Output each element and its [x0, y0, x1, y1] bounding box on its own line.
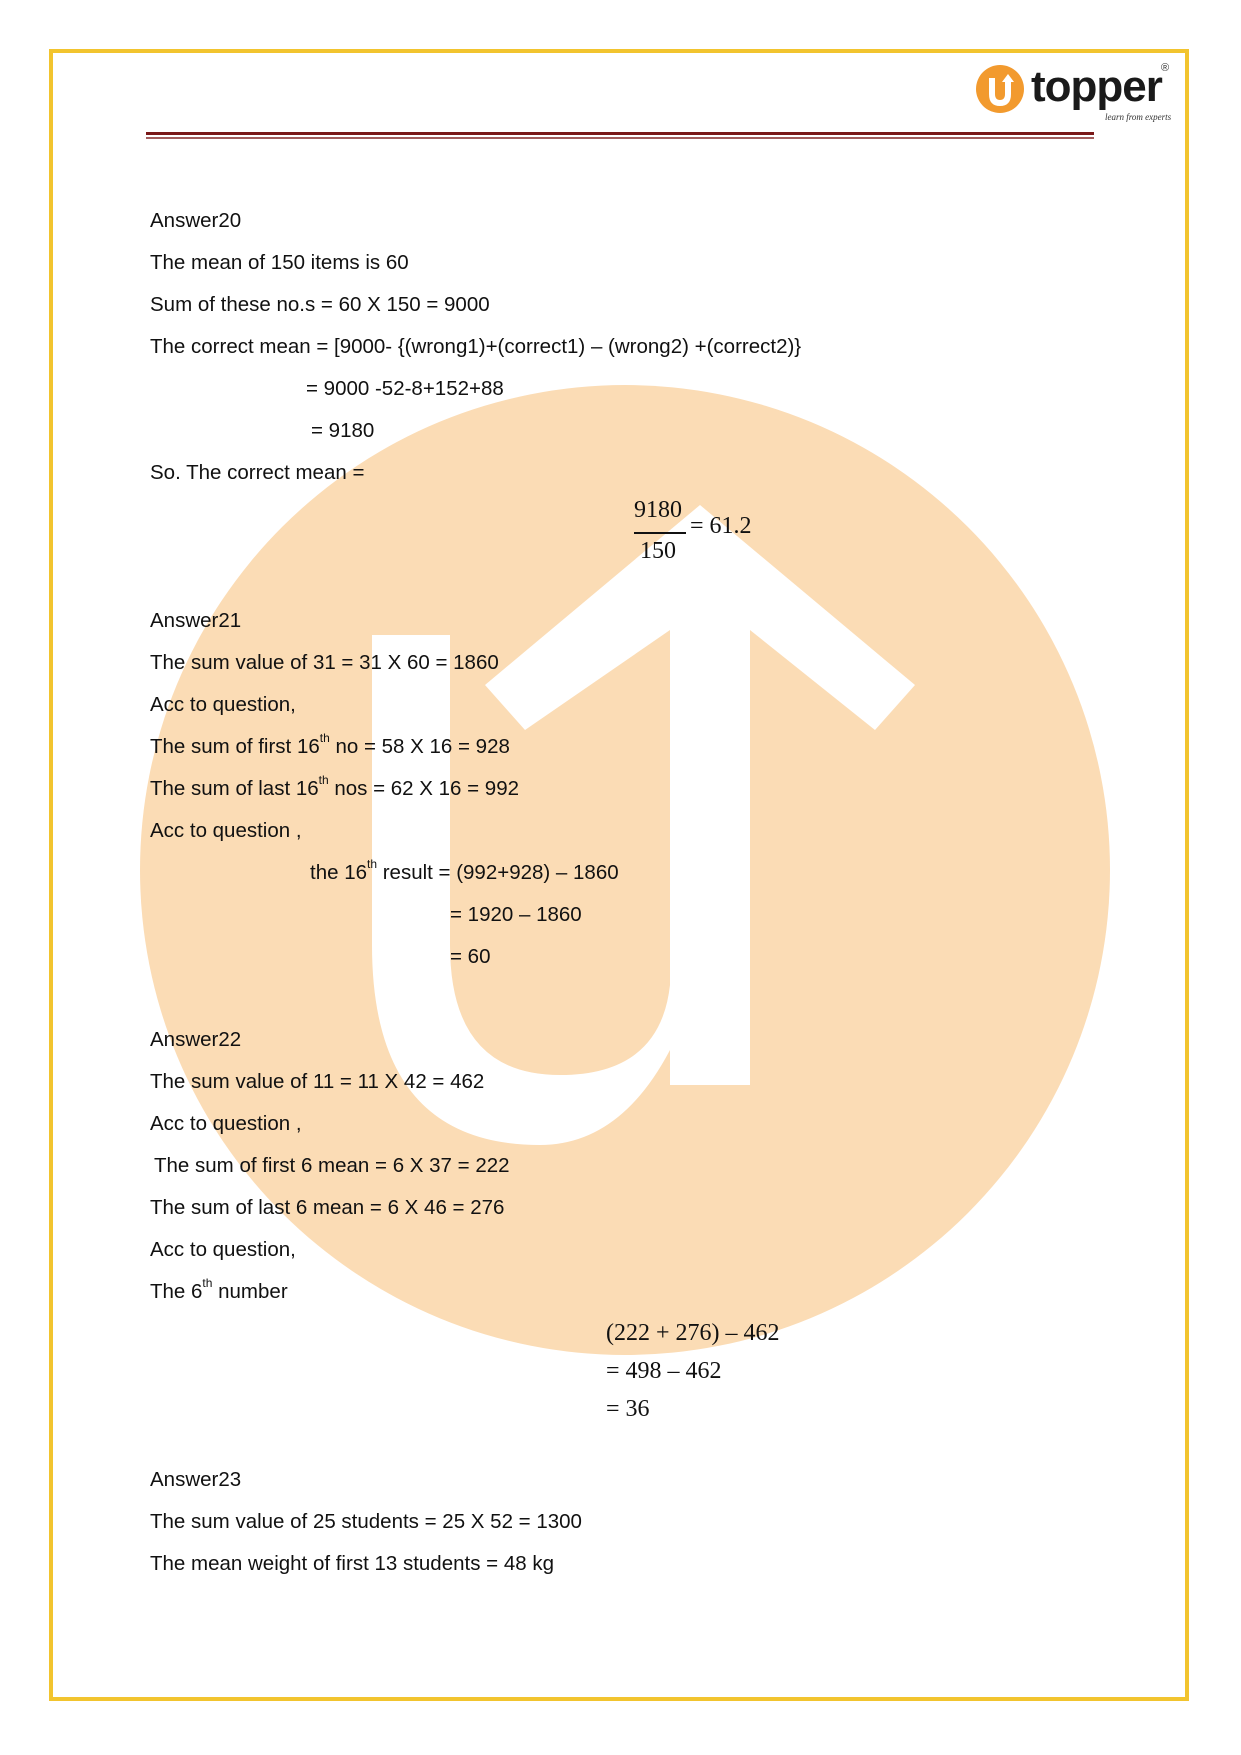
answer22-line5: Acc to question, — [150, 1238, 296, 1261]
answer20-title: Answer20 — [150, 209, 242, 232]
header-rule-top — [146, 132, 1094, 135]
registered-mark: ® — [1161, 62, 1170, 74]
answer21-title: Answer21 — [150, 609, 242, 632]
header-rule-bottom — [146, 137, 1094, 139]
answer22-line6: The 6th number — [150, 1276, 288, 1303]
answer20-line4: = 9000 -52-8+152+88 — [306, 377, 504, 400]
answer22-math3: = 36 — [606, 1396, 650, 1422]
answer22-line3: The sum of first 6 mean = 6 X 37 = 222 — [154, 1154, 510, 1177]
u-logo-icon — [975, 64, 1025, 114]
answer20-line6: So. The correct mean = — [150, 461, 365, 484]
brand-name: topper — [1031, 62, 1162, 111]
brand-tagline: learn from experts — [1105, 112, 1172, 122]
fraction-result: = 61.2 — [690, 513, 752, 539]
answer21-line1: The sum value of 31 = 31 X 60 = 1860 — [150, 651, 499, 674]
answer20-line3: The correct mean = [9000- {(wrong1)+(correct1) – (wrong2) +(correct2)} — [150, 335, 802, 358]
answer22-math2: = 498 – 462 — [606, 1358, 722, 1384]
answer20-line2: Sum of these no.s = 60 X 150 = 9000 — [150, 293, 490, 316]
answer22-line2: Acc to question , — [150, 1112, 302, 1135]
answer21-line2: Acc to question, — [150, 693, 296, 716]
answer22-math1: (222 + 276) – 462 — [606, 1320, 780, 1346]
answer21-line5: Acc to question , — [150, 819, 302, 842]
answer23-line1: The sum value of 25 students = 25 X 52 = 1300 — [150, 1510, 582, 1533]
answer23-title: Answer23 — [150, 1468, 242, 1491]
answer21-line8: = 60 — [450, 945, 491, 968]
answer21-line7: = 1920 – 1860 — [450, 903, 582, 926]
answer20-line1: The mean of 150 items is 60 — [150, 251, 409, 274]
answer22-title: Answer22 — [150, 1028, 242, 1051]
answer23-line2: The mean weight of first 13 students = 48 kg — [150, 1552, 554, 1575]
answer21-line3: The sum of first 16th no = 58 X 16 = 928 — [150, 731, 510, 758]
answer21-line4: The sum of last 16th nos = 62 X 16 = 992 — [150, 773, 520, 800]
fraction-numerator: 9180 — [634, 497, 682, 523]
fraction-denominator: 150 — [640, 538, 676, 564]
brand-logo — [975, 60, 1175, 130]
answer20-line5: = 9180 — [311, 419, 375, 442]
answer21-line6: the 16th result = (992+928) – 1860 — [310, 857, 619, 884]
answer22-line4: The sum of last 6 mean = 6 X 46 = 276 — [150, 1196, 505, 1219]
fraction-bar — [634, 532, 686, 534]
answer22-line1: The sum value of 11 = 11 X 42 = 462 — [150, 1070, 485, 1093]
